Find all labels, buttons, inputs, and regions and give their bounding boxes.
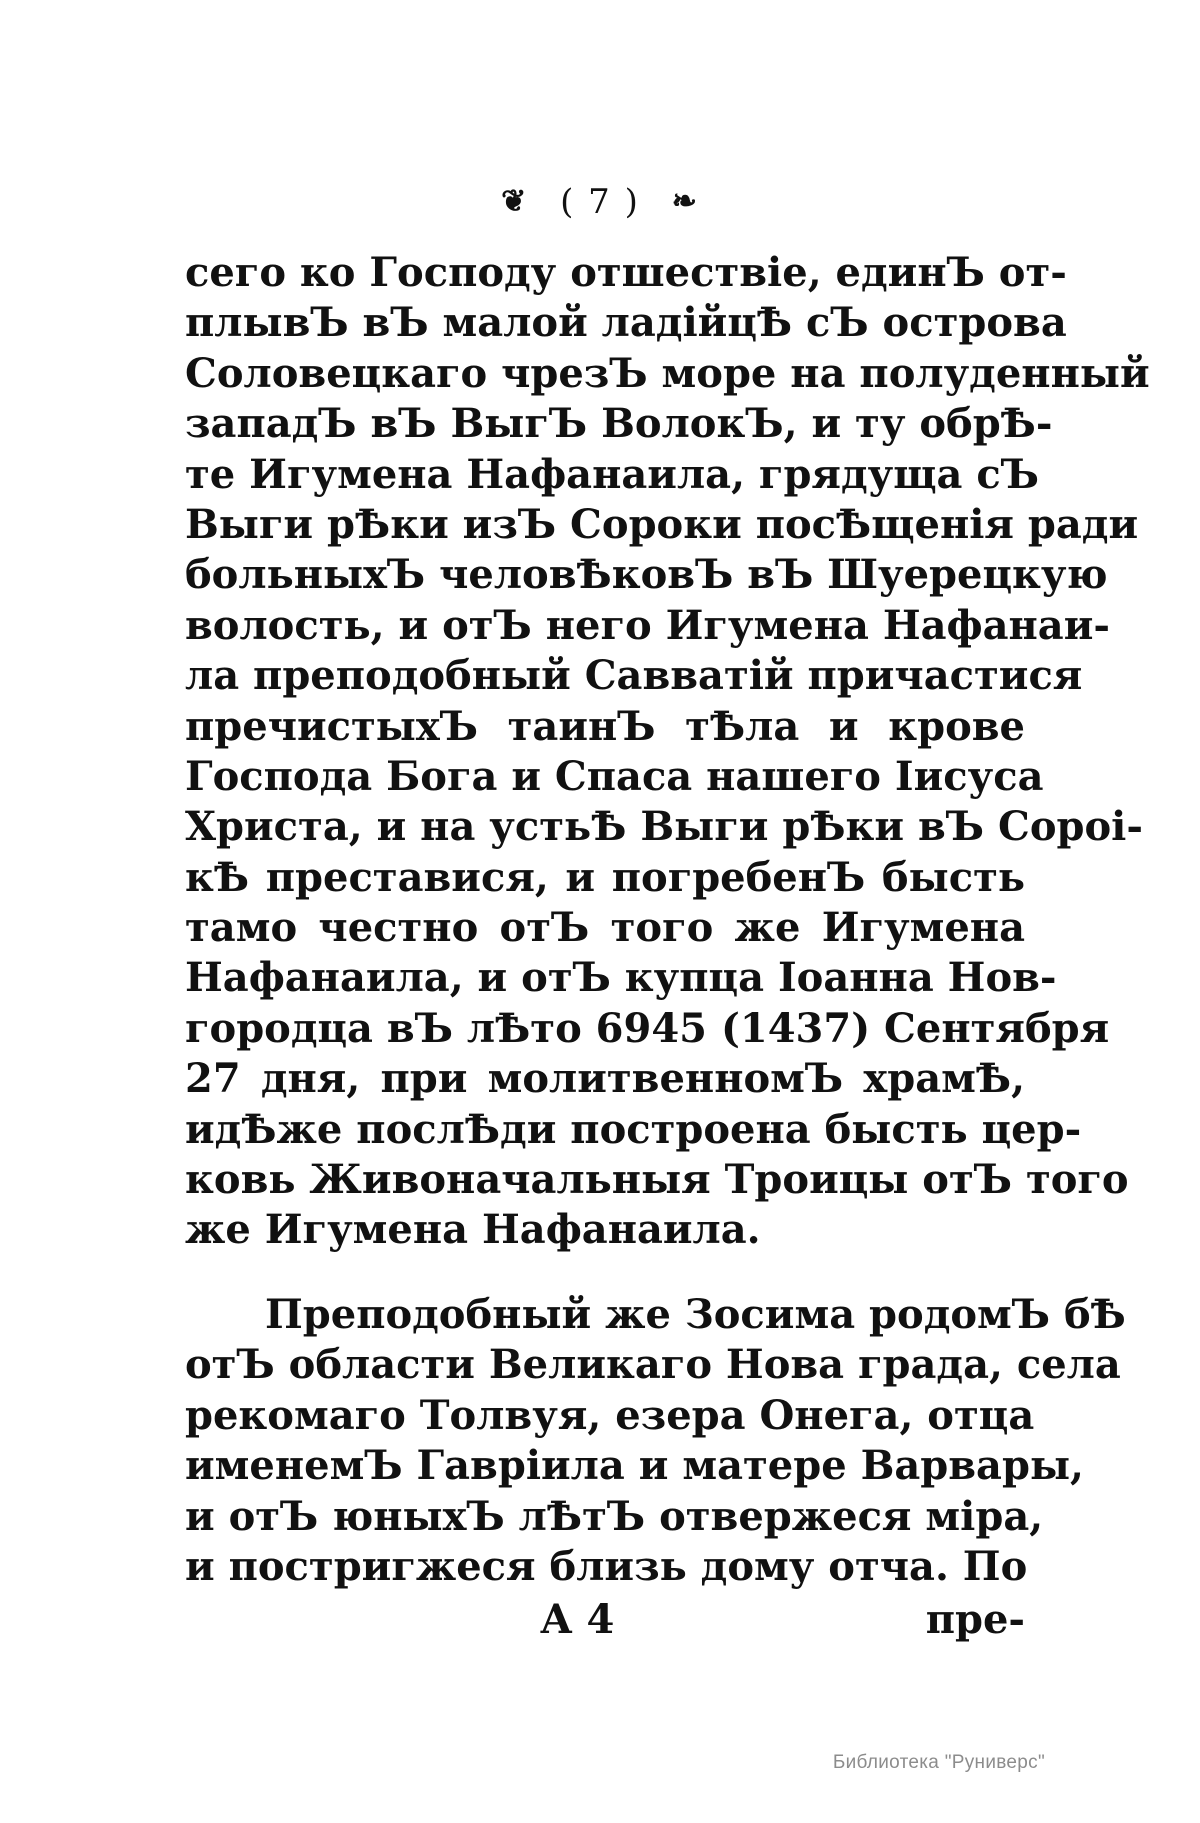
page-footer — [185, 1594, 1025, 1646]
text-line: ла преподобный Савватій причастися — [185, 652, 1083, 700]
text-line: ковь Живоначальныя Троицы отЪ того — [185, 1156, 1129, 1204]
text-line: пречистыхЪ таинЪ тѢла и крове — [185, 702, 1025, 750]
text-line: Христа, и на устьѢ Выги рѢки вЪ Сороі- — [185, 803, 1143, 851]
text-line: Нафанаила, и отЪ купца Іоанна Нов- — [185, 954, 1057, 1002]
text-line: рекомаго Толвуя, езера Онега, отца — [185, 1391, 1035, 1439]
page-header — [0, 170, 1200, 232]
text-line: западЪ вЪ ВыгЪ ВолокЪ, и ту обрѢ- — [185, 400, 1053, 448]
text-line: сего ко Господу отшествіе, единЪ от- — [185, 249, 1067, 296]
paragraph-2 — [185, 1290, 1126, 1592]
text-line: городца вЪ лѢто 6945 (1437) Сентября — [185, 1004, 1110, 1052]
text-line: и постригжеся близь дому отча. По — [185, 1542, 1028, 1590]
text-line: волость, и отЪ него Игумена Нафанаи- — [185, 601, 1110, 649]
text-line: идѢже послѢди построена бысть цер- — [185, 1105, 1082, 1153]
text-line: Выги рѢки изЪ Сороки посѢщенія ради — [185, 500, 1139, 548]
paragraph-1 — [185, 248, 1150, 1256]
catchword: пре- — [925, 1596, 1025, 1643]
text-line: Соловецкаго чрезЪ море на полуденный — [185, 349, 1150, 397]
text-line: Господа Бога и Спаса нашего Іисуса — [185, 752, 1044, 800]
text-line: отЪ области Великаго Нова града, села — [185, 1341, 1121, 1389]
text-line: тамо честно отЪ того же Игумена — [185, 904, 1025, 952]
text-line: те Игумена Нафанаила, грядуща сЪ — [185, 450, 1039, 498]
text-line: больныхЪ человѢковЪ вЪ Шуерецкую — [185, 551, 1108, 599]
text-line: плывЪ вЪ малой ладійцѢ сЪ острова — [185, 299, 1067, 347]
text-line: Преподобный же Зосима родомЪ бѢ — [265, 1291, 1126, 1338]
text-line: именемЪ Гавріила и матере Варвары, — [185, 1442, 1084, 1490]
text-line: кѢ преставися, и погребенЪ бысть — [185, 853, 1025, 901]
signature-mark: А 4 — [540, 1596, 615, 1643]
text-line: же Игумена Нафанаила. — [185, 1206, 761, 1254]
ornament-right-icon: ❧ — [671, 184, 699, 219]
page-number: ( 7 ) — [560, 182, 640, 222]
text-line: и отЪ юныхЪ лѢтЪ отвержеся міра, — [185, 1492, 1044, 1540]
text-line: 27 дня, при молитвенномЪ храмѢ, — [185, 1055, 1025, 1103]
ornament-left-icon: ❦ — [501, 184, 529, 219]
library-watermark: Библиотека "Руниверс" — [832, 1752, 1045, 1773]
